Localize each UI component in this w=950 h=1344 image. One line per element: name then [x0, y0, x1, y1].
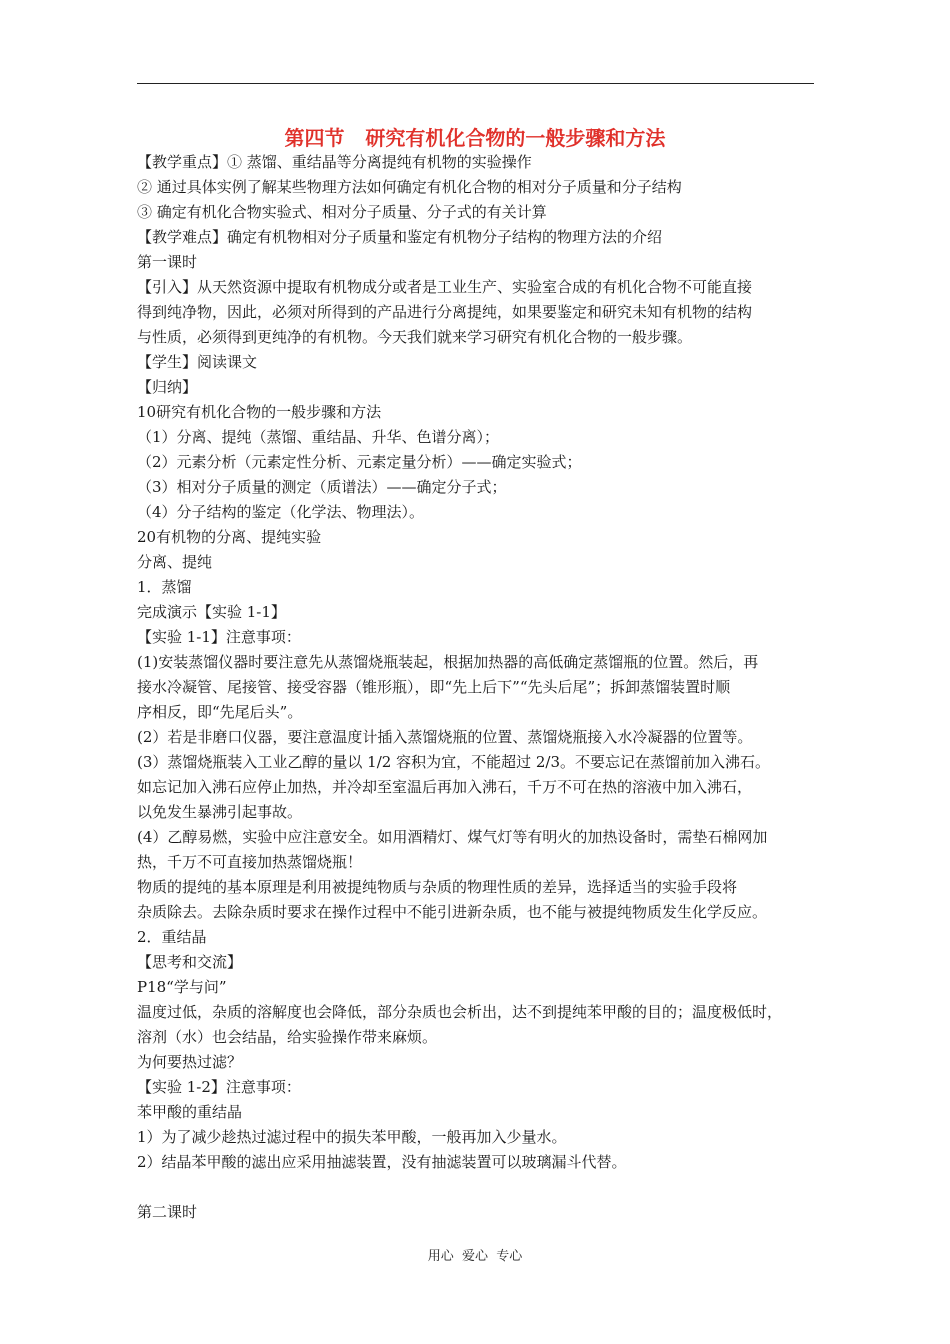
text-line: ② 通过具体实例了解某些物理方法如何确定有机化合物的相对分子质量和分子结构: [137, 178, 682, 196]
text-line: （4）分子结构的鉴定（化学法、物理法）。: [137, 503, 425, 521]
text-line: 与性质，必须得到更纯净的有机物。今天我们就来学习研究有机化合物的一般步骤。: [137, 328, 693, 346]
text-line: 【教学重点】① 蒸馏、重结晶等分离提纯有机物的实验操作: [137, 153, 532, 171]
text-line: 为何要热过滤？: [137, 1053, 243, 1071]
text-line: 溶剂（水）也会结晶，给实验操作带来麻烦。: [137, 1028, 438, 1046]
text-line: (4）乙醇易燃，实验中应注意安全。如用酒精灯、煤气灯等有明火的加热设备时，需垫石棉网加: [137, 828, 768, 846]
text-line: 苯甲酸的重结晶: [137, 1103, 243, 1121]
text-line: （3）相对分子质量的测定（质谱法）——确定分子式；: [137, 478, 507, 496]
text-line: 1．蒸馏: [137, 578, 192, 596]
text-line: 【思考和交流】: [137, 953, 243, 971]
text-line: （2）元素分析（元素定性分析、元素定量分析）——确定实验式；: [137, 453, 582, 471]
text-line: ③ 确定有机化合物实验式、相对分子质量、分子式的有关计算: [137, 203, 547, 221]
text-line: (3）蒸馏烧瓶装入工业乙醇的量以 1/2 容积为宜，不能超过 2/3。不要忘记在蒸馏前加入沸石。: [137, 753, 770, 771]
text-line: 【教学难点】确定有机物相对分子质量和鉴定有机物分子结构的物理方法的介绍: [137, 228, 663, 246]
text-line: P18“学与问”: [137, 978, 227, 996]
document-body: [137, 150, 827, 1225]
text-line: （1）分离、提纯（蒸馏、重结晶、升华、色谱分离）；: [137, 428, 500, 446]
page-footer: 用心 爱心 专心: [427, 1249, 523, 1264]
text-line: (1)安装蒸馏仪器时要注意先从蒸馏烧瓶装起，根据加热器的高低确定蒸馏瓶的位置。然后，再: [137, 653, 759, 671]
text-line: 【实验 1-1】注意事项：: [137, 628, 301, 646]
text-line: 以免发生暴沸引起事故。: [137, 803, 303, 821]
text-line: 第一课时: [137, 253, 198, 271]
text-line: 【学生】阅读课文: [137, 353, 258, 371]
text-line: (2）若是非磨口仪器，要注意温度计插入蒸馏烧瓶的位置、蒸馏烧瓶接入水冷凝器的位置等。: [137, 728, 753, 746]
header-rule: [137, 83, 814, 84]
text-line: 物质的提纯的基本原理是利用被提纯物质与杂质的物理性质的差异，选择适当的实验手段将: [137, 878, 738, 896]
text-line: 分离、提纯: [137, 553, 213, 571]
text-line: 如忘记加入沸石应停止加热，并冷却至室温后再加入沸石，千万不可在热的溶液中加入沸石，: [137, 778, 753, 796]
text-line: 10研究有机化合物的一般步骤和方法: [137, 403, 382, 421]
text-line: 【实验 1-2】注意事项：: [137, 1078, 301, 1096]
text-line: 第二课时: [137, 1203, 198, 1221]
text-line: 温度过低，杂质的溶解度也会降低，部分杂质也会析出，达不到提纯苯甲酸的目的；温度极低时，: [137, 1003, 783, 1021]
page-title: 第四节 研究有机化合物的一般步骤和方法: [284, 126, 666, 150]
text-line: 完成演示【实验 1-1】: [137, 603, 286, 621]
text-line: [137, 1175, 827, 1200]
text-line: 【引入】从天然资源中提取有机物成分或者是工业生产、实验室合成的有机化合物不可能直接: [137, 278, 753, 296]
text-line: 1）为了减少趁热过滤过程中的损失苯甲酸，一般再加入少量水。: [137, 1128, 567, 1146]
text-line: 得到纯净物，因此，必须对所得到的产品进行分离提纯，如果要鉴定和研究未知有机物的结构: [137, 303, 753, 321]
text-line: 20有机物的分离、提纯实验: [137, 528, 322, 546]
text-line: 热，千万不可直接加热蒸馏烧瓶！: [137, 853, 363, 871]
text-line: 【归纳】: [137, 378, 198, 396]
text-line: 2．重结晶: [137, 928, 207, 946]
text-line: 杂质除去。去除杂质时要求在操作过程中不能引进新杂质，也不能与被提纯物质发生化学反应。: [137, 903, 768, 921]
text-line: 接水冷凝管、尾接管、接受容器（锥形瓶），即“先上后下”“先头后尾”；拆卸蒸馏装置时顺: [137, 678, 731, 696]
text-line: 序相反，即“先尾后头”。: [137, 703, 303, 721]
text-line: 2）结晶苯甲酸的滤出应采用抽滤装置，没有抽滤装置可以玻璃漏斗代替。: [137, 1153, 627, 1171]
